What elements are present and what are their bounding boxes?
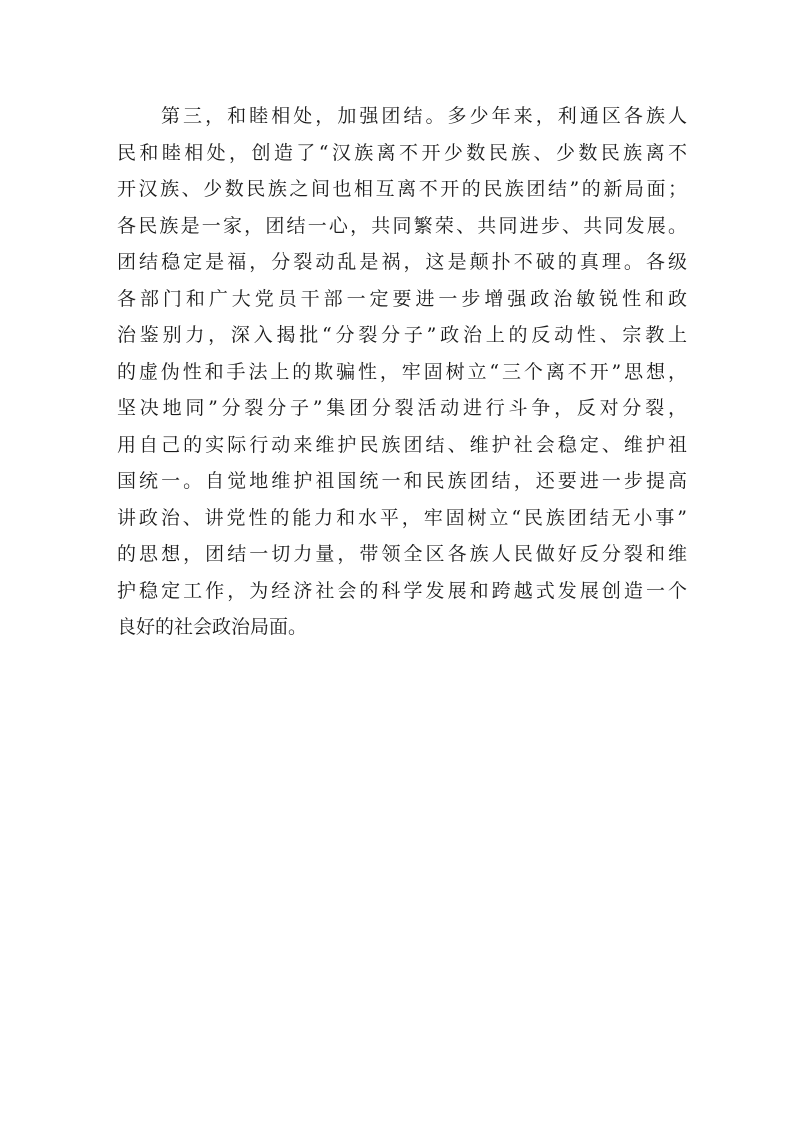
paragraph-line-7: 治鉴别力，深入揭批“分裂分子”政治上的反动性、宗教上 — [117, 324, 687, 346]
paragraph-line-6: 各部门和广大党员干部一定要进一步增强政治敏锐性和政 — [117, 287, 687, 310]
paragraph-line-4: 各民族是一家，团结一心，共同繁荣、共同进步、共同发展。 — [117, 214, 687, 237]
paragraph-line-15: 良好的社会政治局面。 — [117, 616, 308, 638]
paragraph-line-3: 开汉族、少数民族之间也相互离不开的民族团结”的新局面； — [117, 178, 687, 200]
paragraph-line-9: 坚决地同”分裂分子”集团分裂活动进行斗争，反对分裂， — [117, 397, 687, 419]
paragraph-line-8: 的虚伪性和手法上的欺骗性，牢固树立“三个离不开”思想， — [117, 360, 687, 383]
body-paragraph — [117, 98, 687, 646]
paragraph-line-12: 讲政治、讲党性的能力和水平，牢固树立“民族团结无小事” — [117, 506, 687, 529]
paragraph-line-13: 的思想，团结一切力量，带领全区各族人民做好反分裂和维 — [117, 543, 687, 565]
paragraph-line-14: 护稳定工作，为经济社会的科学发展和跨越式发展创造一个 — [117, 579, 687, 602]
paragraph-line-5: 团结稳定是福，分裂动乱是祸，这是颠扑不破的真理。各级 — [117, 251, 687, 273]
paragraph-line-2: 民和睦相处，创造了“汉族离不开少数民族、少数民族离不 — [117, 141, 687, 164]
paragraph-line-11: 国统一。自觉地维护祖国统一和民族团结，还要进一步提高 — [117, 470, 687, 492]
paragraph-line-10: 用自己的实际行动来维护民族团结、维护社会稳定、维护祖 — [117, 433, 687, 456]
paragraph-line-1: 第三，和睦相处，加强团结。多少年来，利通区各族人 — [161, 105, 687, 127]
